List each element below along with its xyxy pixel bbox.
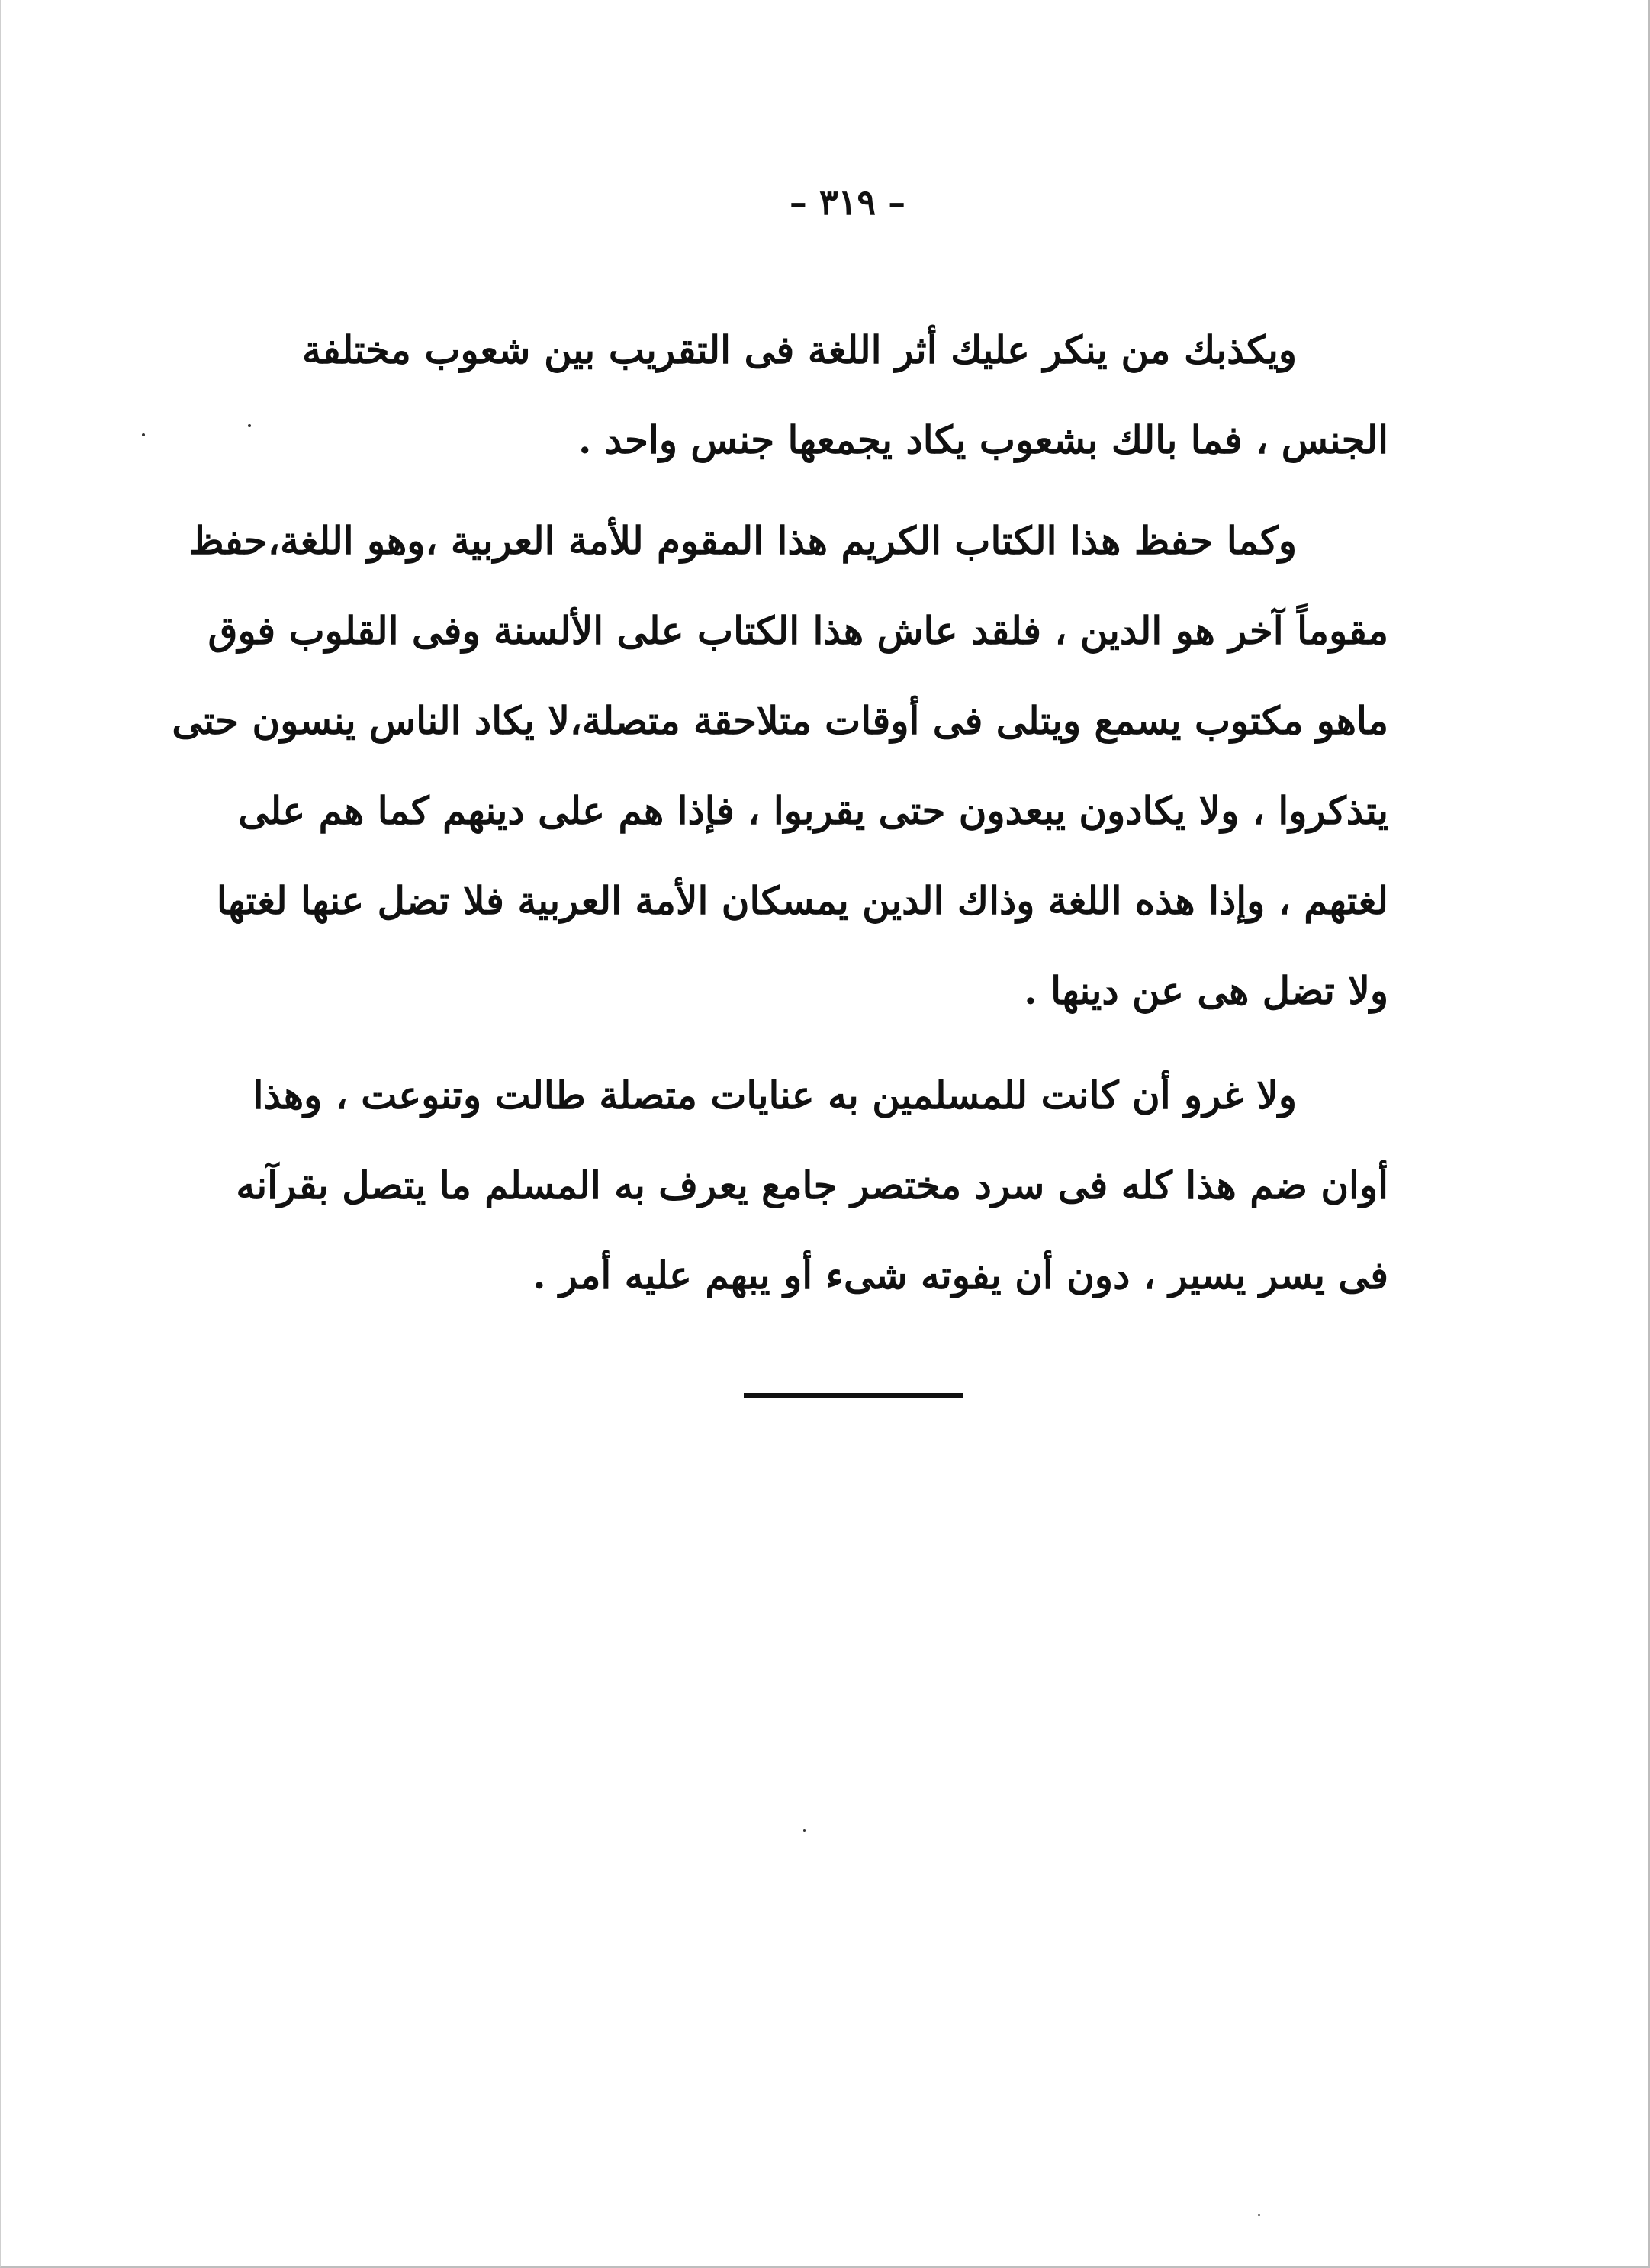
paragraph-2 (172, 496, 1388, 1036)
text-line: مقوماً آخر هو الدين ، فلقد عاش هذا الكتاب على الألسنة وفى القلوب فوق (207, 608, 1388, 653)
text-line: الجنس ، فما بالك بشعوب يكاد يجمعها جنس واحد . (577, 417, 1388, 462)
scan-speck (248, 424, 251, 427)
scan-speck (142, 433, 145, 436)
text-line: وكما حفظ هذا الكتاب الكريم هذا المقوم للأمة العربية ،وهو اللغة،حفظ (188, 518, 1297, 563)
text-line: يتذكروا ، ولا يكادون يبعدون حتى يقربوا ، فإذا هم على دينهم كما هم على (238, 788, 1388, 833)
scan-speck (803, 1829, 806, 1832)
text-line: ولا غرو أن كانت للمسلمين به عنايات متصلة طالت وتنوعت ، وهذا (252, 1073, 1297, 1118)
page-number: – ٣١٩ – (789, 182, 906, 223)
text-line: أوان ضم هذا كله فى سرد مختصر جامع يعرف به المسلم ما يتصل بقرآنه (236, 1163, 1388, 1208)
paragraph-3 (236, 1050, 1388, 1321)
paragraph-1 (302, 305, 1388, 485)
text-line: ولا تضل هى عن دينها . (1024, 968, 1388, 1013)
text-line: ماهو مكتوب يسمع ويتلى فى أوقات متلاحقة متصلة،لا يكاد الناس ينسون حتى (172, 698, 1388, 743)
scan-speck (1258, 2214, 1260, 2216)
text-line: ويكذبك من ينكر عليك أثر اللغة فى التقريب بين شعوب مختلفة (302, 327, 1298, 372)
end-rule (744, 1393, 963, 1398)
text-line: لغتهم ، وإذا هذه اللغة وذاك الدين يمسكان الأمة العربية فلا تضل عنها لغتها (216, 878, 1388, 923)
text-line: فى يسر يسير ، دون أن يفوته شىء أو يبهم عليه أمر . (532, 1253, 1388, 1298)
